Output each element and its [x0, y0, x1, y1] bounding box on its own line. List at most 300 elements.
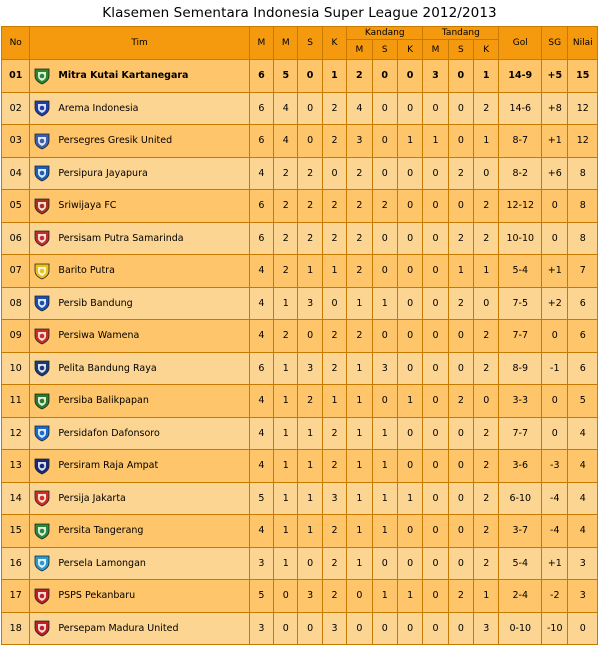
goals-cell: 12-12	[499, 190, 542, 223]
persiwa-logo-icon	[33, 327, 51, 345]
points-cell: 3	[568, 547, 598, 580]
lost-cell: 2	[322, 190, 346, 223]
goals-cell: 3-3	[499, 385, 542, 418]
home-lost-cell: 0	[397, 352, 422, 385]
goal-diff-cell: -4	[542, 482, 568, 515]
lost-cell: 3	[322, 482, 346, 515]
team-name: Persisam Putra Samarinda	[58, 232, 184, 244]
away-lost-cell: 2	[474, 450, 499, 483]
home-lost-cell: 0	[397, 92, 422, 125]
away-lost-cell: 2	[474, 417, 499, 450]
away-drawn-cell: 0	[448, 547, 473, 580]
table-row	[2, 482, 598, 515]
points-cell: 4	[568, 450, 598, 483]
won-cell: 2	[274, 320, 298, 353]
goals-cell: 14-6	[499, 92, 542, 125]
table-row	[2, 125, 598, 158]
points-cell: 7	[568, 255, 598, 288]
table-row	[2, 352, 598, 385]
home-drawn-cell: 0	[372, 320, 397, 353]
away-won-cell: 0	[423, 450, 448, 483]
home-drawn-cell: 0	[372, 125, 397, 158]
rank-cell: 03	[2, 125, 30, 158]
away-drawn-cell: 0	[448, 320, 473, 353]
goals-cell: 2-4	[499, 580, 542, 613]
played-cell: 6	[249, 190, 273, 223]
home-drawn-cell: 0	[372, 255, 397, 288]
away-won-cell: 3	[423, 60, 448, 93]
home-drawn-cell: 1	[372, 417, 397, 450]
home-won-cell: 1	[347, 547, 372, 580]
rank-cell: 09	[2, 320, 30, 353]
drawn-cell: 2	[298, 385, 322, 418]
goals-cell: 3-6	[499, 450, 542, 483]
home-lost-cell: 1	[397, 125, 422, 158]
home-lost-cell: 0	[397, 612, 422, 645]
team-cell	[30, 580, 249, 613]
away-drawn-cell: 2	[448, 580, 473, 613]
home-lost-cell: 0	[397, 190, 422, 223]
won-cell: 1	[274, 547, 298, 580]
team-cell	[30, 125, 249, 158]
played-cell: 6	[249, 125, 273, 158]
away-won-cell: 0	[423, 612, 448, 645]
team-name: Sriwijaya FC	[58, 200, 117, 212]
home-lost-cell: 0	[397, 450, 422, 483]
away-won-cell: 0	[423, 222, 448, 255]
header-home-drawn: S	[372, 40, 397, 60]
team-name: Barito Putra	[58, 265, 115, 277]
points-cell: 0	[568, 612, 598, 645]
goal-diff-cell: +1	[542, 255, 568, 288]
team-cell	[30, 60, 249, 93]
away-drawn-cell: 2	[448, 287, 473, 320]
goals-cell: 8-2	[499, 157, 542, 190]
won-cell: 5	[274, 60, 298, 93]
away-won-cell: 0	[423, 515, 448, 548]
home-lost-cell: 0	[397, 222, 422, 255]
home-drawn-cell: 0	[372, 157, 397, 190]
team-name: Pelita Bandung Raya	[58, 362, 157, 374]
points-cell: 4	[568, 515, 598, 548]
drawn-cell: 3	[298, 352, 322, 385]
home-won-cell: 1	[347, 515, 372, 548]
goal-diff-cell: +1	[542, 125, 568, 158]
header-won: M	[274, 27, 298, 60]
drawn-cell: 0	[298, 92, 322, 125]
home-won-cell: 2	[347, 60, 372, 93]
won-cell: 1	[274, 352, 298, 385]
away-lost-cell: 1	[474, 255, 499, 288]
rank-cell: 02	[2, 92, 30, 125]
table-row	[2, 547, 598, 580]
goal-diff-cell: 0	[542, 320, 568, 353]
goals-cell: 7-7	[499, 320, 542, 353]
barito-logo-icon	[33, 262, 51, 280]
persiba-logo-icon	[33, 392, 51, 410]
goal-diff-cell: +8	[542, 92, 568, 125]
table-row	[2, 515, 598, 548]
team-cell	[30, 515, 249, 548]
table-row	[2, 190, 598, 223]
points-cell: 3	[568, 580, 598, 613]
lost-cell: 2	[322, 515, 346, 548]
header-team: Tim	[30, 27, 249, 60]
team-cell	[30, 190, 249, 223]
lost-cell: 2	[322, 320, 346, 353]
persegres-logo-icon	[33, 132, 51, 150]
goal-diff-cell: +2	[542, 287, 568, 320]
team-cell	[30, 92, 249, 125]
lost-cell: 3	[322, 612, 346, 645]
lost-cell: 0	[322, 157, 346, 190]
home-won-cell: 0	[347, 580, 372, 613]
team-name: Persepam Madura United	[58, 622, 179, 634]
away-lost-cell: 1	[474, 125, 499, 158]
away-won-cell: 0	[423, 255, 448, 288]
away-won-cell: 0	[423, 92, 448, 125]
away-drawn-cell: 0	[448, 125, 473, 158]
won-cell: 2	[274, 255, 298, 288]
away-lost-cell: 1	[474, 60, 499, 93]
drawn-cell: 0	[298, 125, 322, 158]
header-drawn: S	[298, 27, 322, 60]
goals-cell: 5-4	[499, 255, 542, 288]
persepam-logo-icon	[33, 619, 51, 637]
points-cell: 5	[568, 385, 598, 418]
away-lost-cell: 2	[474, 92, 499, 125]
goal-diff-cell: +1	[542, 547, 568, 580]
home-lost-cell: 0	[397, 157, 422, 190]
won-cell: 1	[274, 385, 298, 418]
persipura-logo-icon	[33, 164, 51, 182]
home-drawn-cell: 1	[372, 580, 397, 613]
played-cell: 6	[249, 92, 273, 125]
away-drawn-cell: 1	[448, 255, 473, 288]
points-cell: 12	[568, 92, 598, 125]
won-cell: 1	[274, 482, 298, 515]
header-goal-diff: SG	[542, 27, 568, 60]
away-won-cell: 0	[423, 157, 448, 190]
home-lost-cell: 1	[397, 385, 422, 418]
home-won-cell: 1	[347, 450, 372, 483]
drawn-cell: 1	[298, 482, 322, 515]
mitra-kukar-logo-icon	[33, 67, 51, 85]
home-won-cell: 4	[347, 92, 372, 125]
away-drawn-cell: 0	[448, 92, 473, 125]
points-cell: 12	[568, 125, 598, 158]
lost-cell: 1	[322, 60, 346, 93]
won-cell: 2	[274, 222, 298, 255]
goals-cell: 3-7	[499, 515, 542, 548]
away-lost-cell: 1	[474, 580, 499, 613]
goal-diff-cell: +6	[542, 157, 568, 190]
header-home-won: M	[347, 40, 372, 60]
won-cell: 0	[274, 612, 298, 645]
away-drawn-cell: 2	[448, 222, 473, 255]
lost-cell: 2	[322, 580, 346, 613]
team-name: Persija Jakarta	[58, 492, 126, 504]
home-lost-cell: 0	[397, 320, 422, 353]
table-row	[2, 580, 598, 613]
played-cell: 5	[249, 580, 273, 613]
home-drawn-cell: 0	[372, 92, 397, 125]
home-won-cell: 1	[347, 287, 372, 320]
home-lost-cell: 0	[397, 417, 422, 450]
away-won-cell: 0	[423, 190, 448, 223]
home-won-cell: 2	[347, 222, 372, 255]
home-lost-cell: 0	[397, 255, 422, 288]
rank-cell: 14	[2, 482, 30, 515]
away-lost-cell: 2	[474, 482, 499, 515]
won-cell: 1	[274, 417, 298, 450]
away-won-cell: 0	[423, 385, 448, 418]
drawn-cell: 0	[298, 60, 322, 93]
played-cell: 3	[249, 612, 273, 645]
goals-cell: 0-10	[499, 612, 542, 645]
points-cell: 8	[568, 222, 598, 255]
played-cell: 4	[249, 385, 273, 418]
home-drawn-cell: 3	[372, 352, 397, 385]
rank-cell: 17	[2, 580, 30, 613]
persita-logo-icon	[33, 522, 51, 540]
played-cell: 4	[249, 320, 273, 353]
lost-cell: 2	[322, 450, 346, 483]
points-cell: 6	[568, 352, 598, 385]
away-won-cell: 1	[423, 125, 448, 158]
goals-cell: 14-9	[499, 60, 542, 93]
team-cell	[30, 352, 249, 385]
goal-diff-cell: -1	[542, 352, 568, 385]
header-away-lost: K	[474, 40, 499, 60]
drawn-cell: 2	[298, 157, 322, 190]
team-name: Persita Tangerang	[58, 525, 144, 537]
home-won-cell: 2	[347, 190, 372, 223]
table-row	[2, 385, 598, 418]
played-cell: 6	[249, 352, 273, 385]
team-name: Persiram Raja Ampat	[58, 460, 159, 472]
standings-table	[1, 26, 598, 645]
rank-cell: 13	[2, 450, 30, 483]
home-lost-cell: 1	[397, 580, 422, 613]
sriwijaya-logo-icon	[33, 197, 51, 215]
home-drawn-cell: 0	[372, 385, 397, 418]
persidafon-logo-icon	[33, 424, 51, 442]
drawn-cell: 1	[298, 450, 322, 483]
played-cell: 6	[249, 60, 273, 93]
home-won-cell: 1	[347, 417, 372, 450]
away-lost-cell: 0	[474, 287, 499, 320]
won-cell: 0	[274, 580, 298, 613]
lost-cell: 0	[322, 287, 346, 320]
won-cell: 4	[274, 92, 298, 125]
team-name: Arema Indonesia	[58, 102, 139, 114]
header-home-lost: K	[397, 40, 422, 60]
table-row	[2, 60, 598, 93]
persela-logo-icon	[33, 554, 51, 572]
away-drawn-cell: 0	[448, 352, 473, 385]
rank-cell: 08	[2, 287, 30, 320]
home-won-cell: 1	[347, 482, 372, 515]
goals-cell: 8-7	[499, 125, 542, 158]
home-drawn-cell: 1	[372, 482, 397, 515]
header-home: Kandang	[347, 27, 423, 40]
table-row	[2, 417, 598, 450]
away-won-cell: 0	[423, 482, 448, 515]
pelita-logo-icon	[33, 359, 51, 377]
team-cell	[30, 612, 249, 645]
home-won-cell: 0	[347, 612, 372, 645]
team-cell	[30, 222, 249, 255]
home-drawn-cell: 1	[372, 450, 397, 483]
team-cell	[30, 157, 249, 190]
header-played: M	[249, 27, 273, 60]
goal-diff-cell: -2	[542, 580, 568, 613]
away-drawn-cell: 0	[448, 60, 473, 93]
away-won-cell: 0	[423, 547, 448, 580]
played-cell: 5	[249, 482, 273, 515]
goals-cell: 10-10	[499, 222, 542, 255]
drawn-cell: 1	[298, 515, 322, 548]
rank-cell: 16	[2, 547, 30, 580]
played-cell: 4	[249, 417, 273, 450]
header-points: Nilai	[568, 27, 598, 60]
away-won-cell: 0	[423, 320, 448, 353]
team-name: Persela Lamongan	[58, 557, 146, 569]
drawn-cell: 2	[298, 222, 322, 255]
goals-cell: 6-10	[499, 482, 542, 515]
away-lost-cell: 2	[474, 222, 499, 255]
points-cell: 6	[568, 320, 598, 353]
goals-cell: 7-7	[499, 417, 542, 450]
header-lost: K	[322, 27, 346, 60]
drawn-cell: 0	[298, 612, 322, 645]
table-row	[2, 92, 598, 125]
goals-cell: 5-4	[499, 547, 542, 580]
rank-cell: 04	[2, 157, 30, 190]
away-lost-cell: 0	[474, 157, 499, 190]
away-lost-cell: 2	[474, 547, 499, 580]
rank-cell: 05	[2, 190, 30, 223]
persisam-logo-icon	[33, 229, 51, 247]
away-lost-cell: 2	[474, 320, 499, 353]
goal-diff-cell: 0	[542, 222, 568, 255]
home-drawn-cell: 1	[372, 287, 397, 320]
team-name: PSPS Pekanbaru	[58, 590, 136, 602]
home-drawn-cell: 1	[372, 515, 397, 548]
team-name: Mitra Kutai Kartanegara	[58, 70, 189, 82]
points-cell: 6	[568, 287, 598, 320]
home-lost-cell: 1	[397, 482, 422, 515]
lost-cell: 2	[322, 92, 346, 125]
header-no: No	[2, 27, 30, 60]
lost-cell: 2	[322, 547, 346, 580]
goal-diff-cell: +5	[542, 60, 568, 93]
home-won-cell: 3	[347, 125, 372, 158]
goal-diff-cell: -10	[542, 612, 568, 645]
home-won-cell: 1	[347, 352, 372, 385]
rank-cell: 07	[2, 255, 30, 288]
lost-cell: 2	[322, 222, 346, 255]
drawn-cell: 1	[298, 417, 322, 450]
rank-cell: 06	[2, 222, 30, 255]
table-row	[2, 450, 598, 483]
lost-cell: 2	[322, 352, 346, 385]
rank-cell: 01	[2, 60, 30, 93]
away-drawn-cell: 0	[448, 417, 473, 450]
lost-cell: 2	[322, 417, 346, 450]
home-lost-cell: 0	[397, 60, 422, 93]
drawn-cell: 0	[298, 547, 322, 580]
home-won-cell: 1	[347, 385, 372, 418]
team-cell	[30, 320, 249, 353]
away-lost-cell: 2	[474, 190, 499, 223]
drawn-cell: 2	[298, 190, 322, 223]
home-drawn-cell: 2	[372, 190, 397, 223]
away-drawn-cell: 2	[448, 157, 473, 190]
points-cell: 4	[568, 482, 598, 515]
home-won-cell: 2	[347, 255, 372, 288]
away-lost-cell: 3	[474, 612, 499, 645]
table-row	[2, 157, 598, 190]
played-cell: 4	[249, 287, 273, 320]
points-cell: 8	[568, 157, 598, 190]
away-drawn-cell: 0	[448, 515, 473, 548]
home-drawn-cell: 0	[372, 222, 397, 255]
team-cell	[30, 450, 249, 483]
persib-logo-icon	[33, 294, 51, 312]
home-won-cell: 2	[347, 157, 372, 190]
away-drawn-cell: 0	[448, 612, 473, 645]
team-cell	[30, 287, 249, 320]
away-won-cell: 0	[423, 580, 448, 613]
goals-cell: 8-9	[499, 352, 542, 385]
header-goals: Gol	[499, 27, 542, 60]
home-lost-cell: 0	[397, 547, 422, 580]
played-cell: 4	[249, 450, 273, 483]
team-name: Persegres Gresik United	[58, 135, 173, 147]
home-lost-cell: 0	[397, 287, 422, 320]
away-drawn-cell: 0	[448, 190, 473, 223]
team-cell	[30, 547, 249, 580]
lost-cell: 1	[322, 385, 346, 418]
rank-cell: 15	[2, 515, 30, 548]
away-lost-cell: 0	[474, 385, 499, 418]
played-cell: 4	[249, 515, 273, 548]
goal-diff-cell: 0	[542, 385, 568, 418]
table-row	[2, 287, 598, 320]
header-away: Tandang	[423, 27, 499, 40]
team-cell	[30, 417, 249, 450]
played-cell: 3	[249, 547, 273, 580]
drawn-cell: 3	[298, 287, 322, 320]
goal-diff-cell: 0	[542, 190, 568, 223]
goal-diff-cell: -3	[542, 450, 568, 483]
away-won-cell: 0	[423, 287, 448, 320]
goal-diff-cell: 0	[542, 417, 568, 450]
away-drawn-cell: 0	[448, 482, 473, 515]
away-drawn-cell: 2	[448, 385, 473, 418]
header-away-drawn: S	[448, 40, 473, 60]
goal-diff-cell: -4	[542, 515, 568, 548]
away-lost-cell: 2	[474, 352, 499, 385]
home-won-cell: 2	[347, 320, 372, 353]
rank-cell: 18	[2, 612, 30, 645]
header-away-won: M	[423, 40, 448, 60]
table-row	[2, 320, 598, 353]
points-cell: 4	[568, 417, 598, 450]
won-cell: 1	[274, 515, 298, 548]
